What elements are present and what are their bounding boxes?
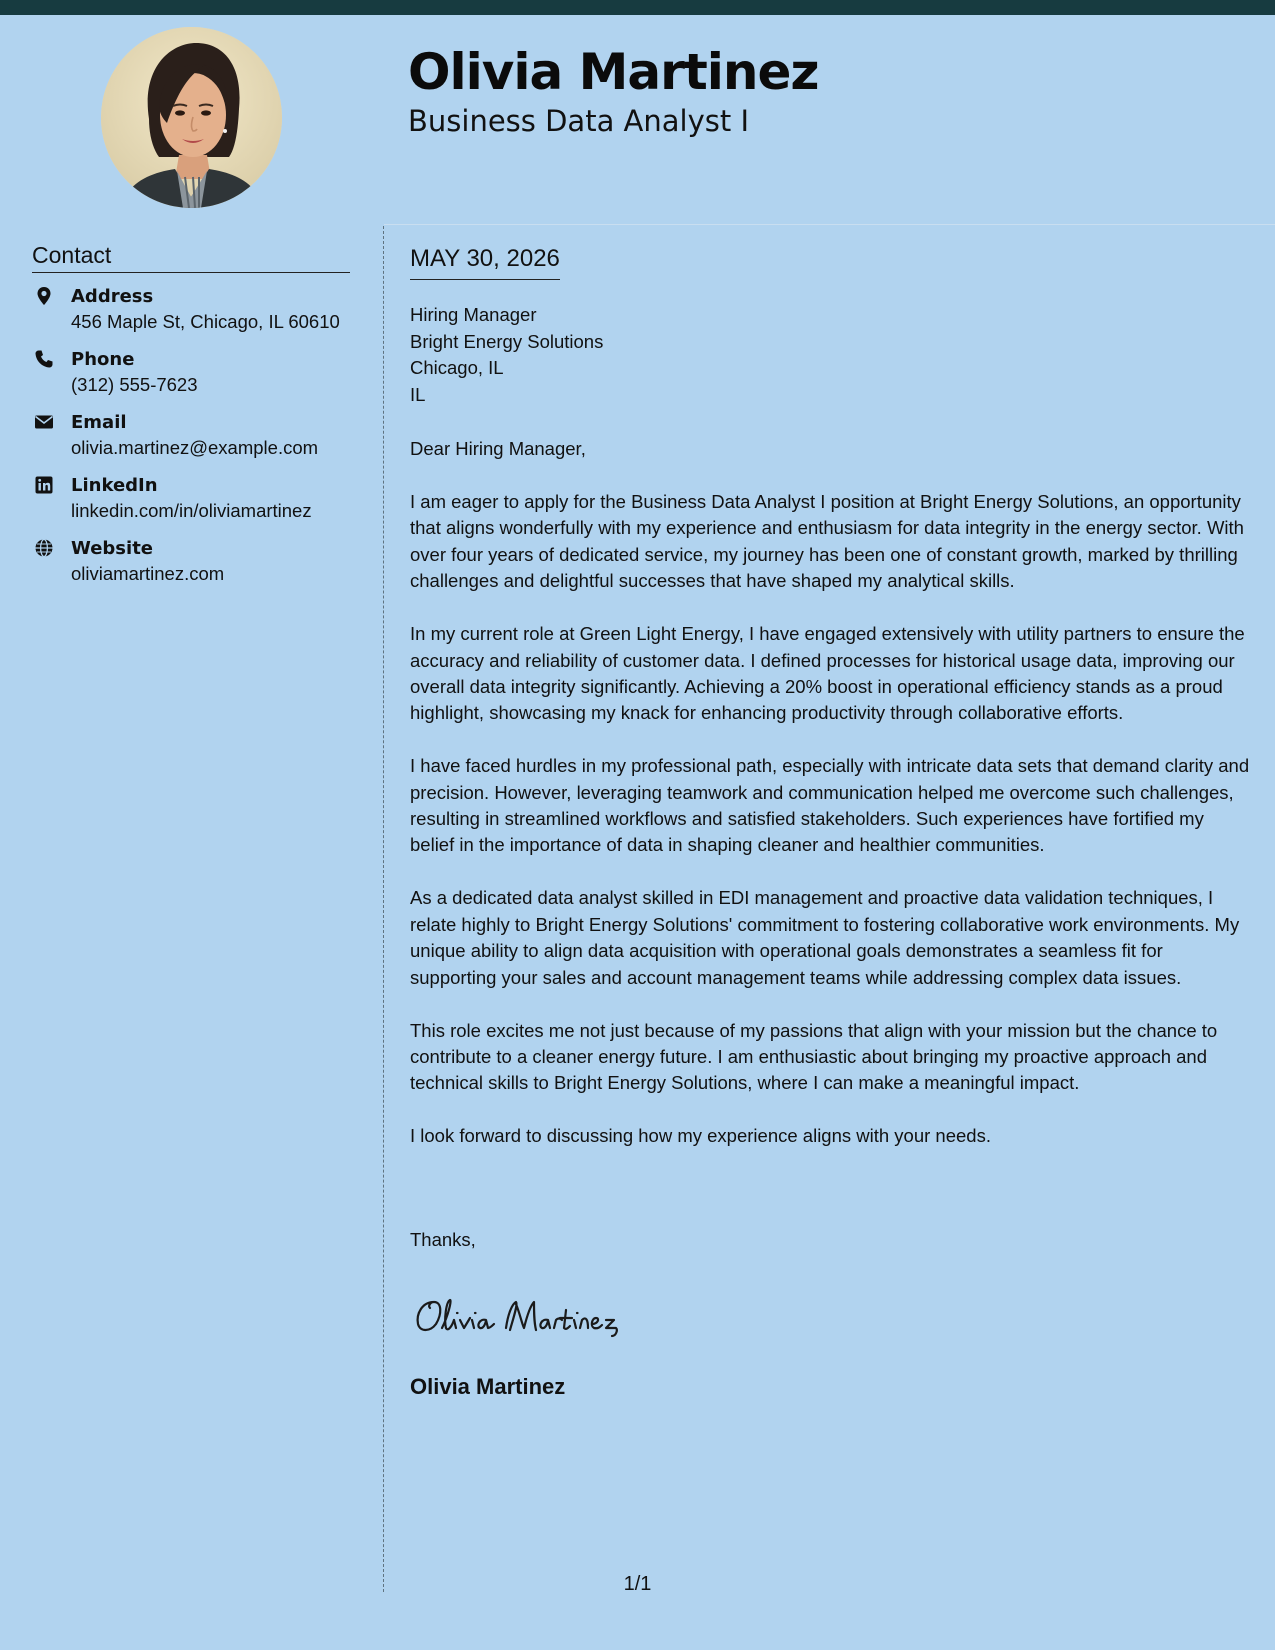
- body-paragraph: In my current role at Green Light Energy, I have engaged extensively with utility partners to ensure the accuracy and reliability of customer data. I defined processes for historical usage data, improving our overall data integrity significantly. Achieving a 20% boost in operational efficiency stands as a proud highlight, showcasing my knack for enhancing productivity through collaborative efforts.: [410, 623, 1245, 724]
- contact-label: Website: [71, 538, 154, 559]
- contact-item-phone: [32, 347, 362, 410]
- recipient-line: IL: [410, 383, 426, 405]
- email-link[interactable]: olivia.martinez@example.com: [71, 437, 319, 458]
- header-divider: [384, 224, 1275, 225]
- body-paragraph: I have faced hurdles in my professional path, especially with intricate data sets that demand clarity and precision. However, leveraging teamwork and communication helped me overcome such challenges, resulting in streamlined workflows and satisfied stakeholders. Such experiences have fortified my belief in the importance of data in shaping cleaner and healthier communities.: [410, 755, 1250, 856]
- phone-value: (312) 555-7623: [71, 374, 198, 395]
- letter-body: [410, 489, 1252, 1176]
- body-paragraph: As a dedicated data analyst skilled in EDI management and proactive data validation techniques, I relate highly to Bright Energy Solutions' commitment to fostering collaborative work environments. My unique ability to align data acquisition with operational goals demonstrates a seamless fit for supporting your sales and account management teams while addressing complex data issues.: [410, 887, 1240, 988]
- contact-label: LinkedIn: [71, 475, 158, 496]
- website-link[interactable]: oliviamartinez.com: [71, 563, 225, 584]
- profile-photo: [101, 27, 282, 208]
- portrait-image: [101, 27, 282, 208]
- linkedin-link[interactable]: linkedin.com/in/oliviamartinez: [71, 500, 312, 521]
- top-accent-bar: [0, 0, 1275, 15]
- map-pin-icon: [34, 286, 54, 306]
- contact-label: Phone: [71, 349, 135, 370]
- body-paragraph: I am eager to apply for the Business Data Analyst I position at Bright Energy Solutions, an opportunity that aligns wonderfully with my experience and enthusiasm for data integrity in the energy sector. With over four years of dedicated service, my journey has been one of constant growth, marked by thrilling challenges and delightful successes that have shaped my analytical skills.: [410, 491, 1244, 592]
- recipient-line: Hiring Manager: [410, 304, 537, 325]
- contact-label: Address: [71, 286, 154, 307]
- column-divider: [383, 226, 384, 1592]
- body-paragraph: I look forward to discussing how my experience aligns with your needs.: [410, 1125, 991, 1147]
- handwritten-signature: [412, 1290, 672, 1340]
- recipient-block: [410, 302, 603, 408]
- body-paragraph: This role excites me not just because of my passions that align with your mission but the chance to contribute to a cleaner energy future. I am enthusiastic about bringing my proactive approach and technical skills to Bright Energy Solutions, where I can make a meaningful impact.: [410, 1019, 1218, 1094]
- contact-item-website: [32, 536, 362, 599]
- contact-list: [32, 284, 362, 599]
- linkedin-icon: [34, 475, 54, 495]
- globe-icon: [34, 538, 54, 558]
- phone-icon: [34, 349, 54, 369]
- contact-label: Email: [71, 412, 127, 433]
- applicant-name: Olivia Martinez: [408, 43, 819, 101]
- recipient-line: Chicago, IL: [410, 357, 504, 378]
- page-number: 1/1: [623, 1573, 652, 1595]
- letter-date: MAY 30, 2026: [410, 243, 560, 280]
- contact-item-address: [32, 284, 362, 347]
- closing: Thanks,: [410, 1229, 476, 1250]
- contact-heading: Contact: [32, 240, 350, 273]
- address-value: 456 Maple St, Chicago, IL 60610: [71, 311, 340, 332]
- salutation: Dear Hiring Manager,: [410, 438, 586, 459]
- recipient-line: Bright Energy Solutions: [410, 330, 604, 352]
- contact-item-linkedin: [32, 473, 362, 536]
- job-title: Business Data Analyst I: [408, 104, 750, 138]
- signer-name: Olivia Martinez: [410, 1374, 566, 1399]
- contact-item-email: [32, 410, 362, 473]
- envelope-icon: [34, 412, 54, 432]
